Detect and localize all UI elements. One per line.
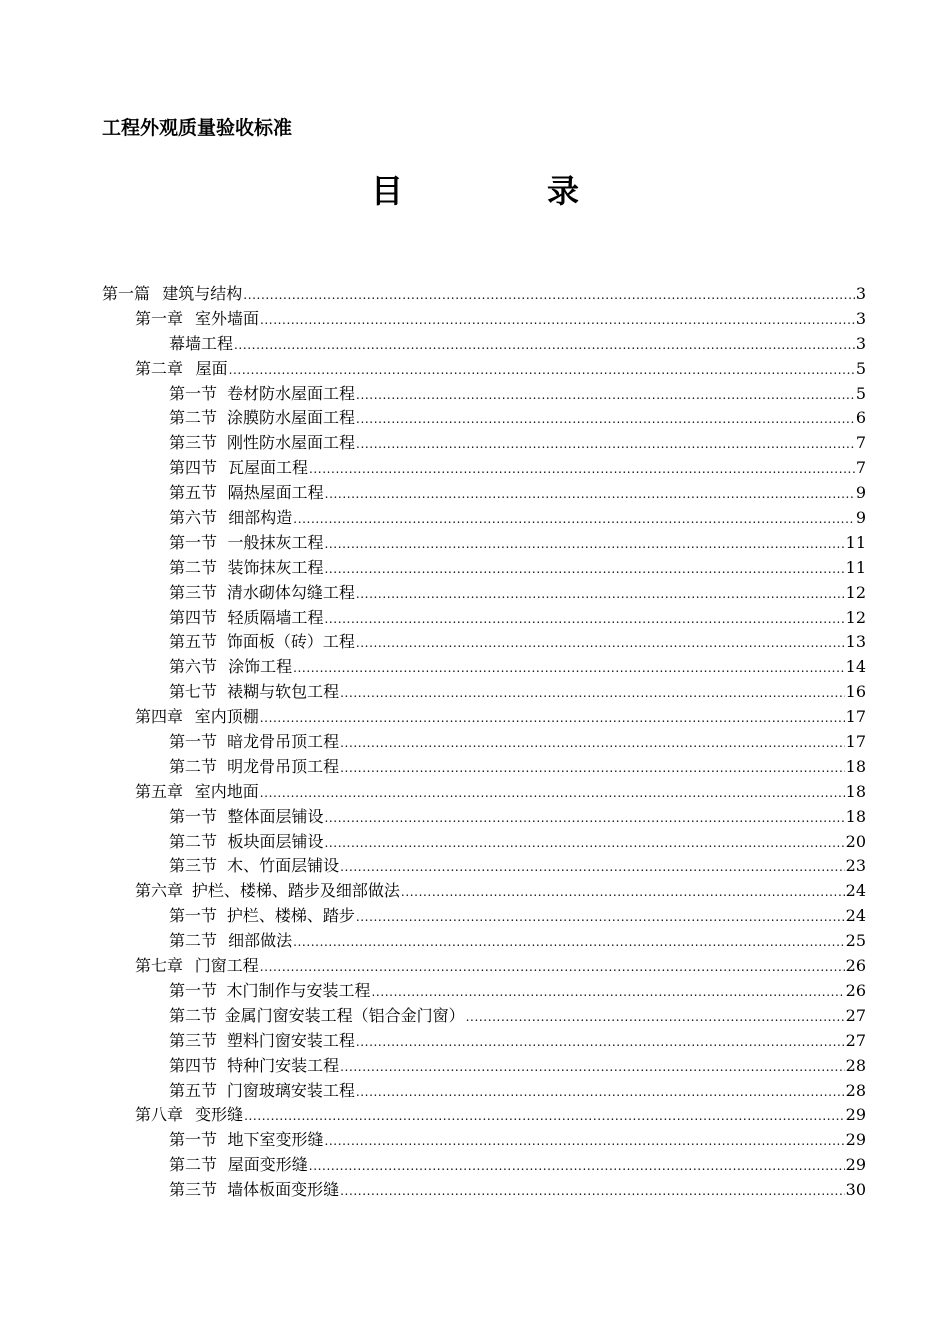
toc-entry-title: 室内顶棚 [194, 707, 259, 727]
toc-entry-page-number: 26 [845, 980, 866, 1000]
toc-dot-leader [356, 432, 855, 457]
toc-entry-number: 第六章 [135, 881, 184, 901]
toc-entry[interactable] [102, 581, 866, 606]
toc-entry-title: 一般抹灰工程 [227, 532, 324, 552]
toc-entry-title: 暗龙骨吊顶工程 [227, 732, 340, 752]
toc-entry[interactable] [102, 531, 866, 556]
toc-entry[interactable] [102, 830, 866, 855]
toc-dot-leader [244, 1104, 845, 1129]
toc-entry-title: 屋面 [195, 358, 228, 378]
toc-entry-page-number: 3 [855, 284, 866, 303]
toc-entry-page-number: 5 [855, 383, 866, 403]
toc-entry-title: 隔热屋面工程 [227, 483, 324, 503]
toc-dot-leader [309, 1154, 845, 1179]
toc-entry[interactable] [102, 879, 866, 904]
toc-dot-leader [260, 781, 845, 806]
toc-entry-number: 第一篇 [102, 284, 151, 303]
toc-entry[interactable] [102, 382, 866, 407]
toc-dot-leader [356, 631, 845, 656]
toc-entry-page-number: 9 [855, 508, 866, 528]
toc-entry-number: 第二节 [169, 408, 218, 428]
toc-entry-page-number: 11 [845, 557, 866, 577]
toc-entry[interactable] [102, 406, 866, 431]
toc-entry-title: 裱糊与软包工程 [227, 682, 340, 702]
toc-entry-title: 屋面变形缝 [227, 1155, 308, 1175]
toc-entry[interactable] [102, 730, 866, 755]
toc-entry-number: 第三节 [169, 856, 218, 876]
document-title: 工程外观质量验收标准 [102, 117, 293, 139]
toc-entry-number: 第一章 [135, 308, 184, 328]
toc-entry-page-number: 29 [845, 1105, 866, 1125]
toc-entry-number: 第一节 [169, 732, 218, 752]
toc-entry-page-number: 3 [855, 333, 866, 353]
toc-entry[interactable] [102, 954, 866, 979]
toc-entry-title: 瓦屋面工程 [227, 458, 308, 478]
toc-entry[interactable] [102, 630, 866, 655]
toc-dot-leader [325, 482, 855, 507]
toc-entry-page-number: 14 [845, 657, 866, 677]
toc-entry[interactable] [102, 357, 866, 382]
toc-entry-page-number: 18 [845, 781, 866, 801]
toc-entry-title: 木、竹面层铺设 [227, 856, 340, 876]
toc-entry-number: 第五节 [169, 1080, 218, 1100]
toc-entry-title: 室外墙面 [194, 308, 259, 328]
toc-dot-leader [324, 831, 844, 856]
toc-entry-page-number: 24 [845, 906, 866, 926]
toc-entry-number: 第二节 [169, 557, 218, 577]
toc-entry-title: 门窗玻璃安装工程 [226, 1080, 355, 1100]
toc-entry[interactable] [102, 929, 866, 954]
toc-entry-page-number: 12 [845, 607, 866, 627]
toc-entry[interactable] [102, 431, 866, 456]
toc-entry-page-number: 26 [845, 956, 866, 976]
toc-dot-leader [324, 607, 844, 632]
toc-entry-title: 卷材防水屋面工程 [227, 383, 356, 403]
toc-entry-number: 第二节 [169, 931, 218, 951]
toc-entry[interactable] [102, 556, 866, 581]
toc-entry-page-number: 20 [845, 831, 866, 851]
toc-entry-page-number: 11 [845, 532, 866, 552]
toc-entry[interactable] [102, 282, 866, 307]
toc-entry-title: 细部构造 [228, 508, 293, 528]
toc-entry-number: 第二节 [169, 756, 218, 776]
toc-entry-page-number: 27 [845, 1005, 866, 1025]
toc-entry-number: 第四节 [169, 1055, 218, 1075]
toc-dot-leader [356, 1030, 845, 1055]
toc-entry-number: 第一节 [169, 532, 218, 552]
toc-entry[interactable] [102, 854, 866, 879]
toc-entry-page-number: 3 [855, 308, 866, 328]
toc-entry-number: 第五章 [135, 781, 184, 801]
toc-dot-leader [340, 756, 845, 781]
toc-dot-leader [356, 383, 855, 408]
toc-entry[interactable] [102, 456, 866, 481]
toc-entry-number: 第一节 [169, 383, 218, 403]
toc-entry-number: 第五节 [169, 632, 218, 652]
toc-entry-title: 整体面层铺设 [227, 806, 324, 826]
toc-dot-leader [401, 880, 845, 905]
toc-entry-page-number: 13 [845, 632, 866, 652]
toc-dot-leader [324, 806, 844, 831]
toc-entry-title: 地下室变形缝 [227, 1130, 324, 1150]
toc-dot-leader [293, 656, 845, 681]
toc-dot-leader [466, 1005, 845, 1030]
toc-entry-page-number: 9 [855, 483, 866, 503]
toc-entry-number: 第一节 [169, 906, 218, 926]
toc-entry-page-number: 12 [845, 582, 866, 602]
toc-entry-number: 第三节 [169, 433, 218, 453]
toc-entry-number: 第六节 [169, 657, 218, 677]
toc-dot-leader [324, 557, 844, 582]
toc-dot-leader [293, 507, 855, 532]
toc-entry-title: 刚性防水屋面工程 [227, 433, 356, 453]
toc-entry-page-number: 17 [845, 707, 866, 727]
toc-heading: 目 录 [370, 172, 635, 210]
toc-entry-page-number: 18 [845, 756, 866, 776]
toc-dot-leader [340, 1055, 845, 1080]
toc-entry-page-number: 7 [855, 458, 866, 478]
toc-dot-leader [234, 333, 855, 358]
toc-entry-page-number: 29 [845, 1155, 866, 1175]
toc-entry[interactable] [102, 1029, 866, 1054]
toc-entry-number: 第四章 [135, 707, 184, 727]
toc-entry[interactable] [102, 680, 866, 705]
toc-entry-page-number: 17 [845, 732, 866, 752]
toc-entry[interactable] [102, 307, 866, 332]
toc-entry-page-number: 30 [845, 1180, 866, 1200]
toc-dot-leader [260, 308, 855, 333]
toc-entry-title: 饰面板（砖）工程 [226, 632, 355, 652]
toc-dot-leader [309, 457, 855, 482]
toc-entry-number: 第一节 [169, 980, 218, 1000]
toc-dot-leader [340, 1179, 845, 1204]
toc-entry[interactable] [102, 904, 866, 929]
toc-entry-page-number: 16 [845, 682, 866, 702]
toc-entry-title: 装饰抹灰工程 [227, 557, 324, 577]
toc-entry-title: 门窗工程 [194, 956, 259, 976]
toc-entry[interactable] [102, 1153, 866, 1178]
toc-entry-title: 涂饰工程 [228, 657, 293, 677]
toc-entry-number: 第七节 [169, 682, 218, 702]
toc-entry[interactable] [102, 481, 866, 506]
toc-entry-number: 第八章 [135, 1105, 184, 1125]
toc-entry-title: 幕墙工程 [169, 333, 234, 353]
toc-entry-number: 第六节 [169, 508, 218, 528]
toc-entry-title: 护栏、楼梯、踏步及细部做法 [191, 881, 400, 901]
toc-entry-page-number: 27 [845, 1030, 866, 1050]
toc-dot-leader [260, 955, 845, 980]
toc-entry-page-number: 29 [845, 1130, 866, 1150]
toc-entry[interactable] [102, 1004, 866, 1029]
toc-dot-leader [356, 582, 845, 607]
toc-entry[interactable] [102, 755, 866, 780]
toc-entry-title: 涂膜防水屋面工程 [227, 408, 356, 428]
toc-dot-leader [340, 681, 845, 706]
toc-dot-leader [293, 930, 845, 955]
toc-entry[interactable] [102, 705, 866, 730]
toc-dot-leader [372, 980, 845, 1005]
toc-entry-number: 第二节 [169, 1155, 218, 1175]
toc-entry[interactable] [102, 1103, 866, 1128]
toc-entry[interactable] [102, 332, 866, 357]
toc-entry-page-number: 25 [845, 931, 866, 951]
toc-dot-leader [324, 1129, 844, 1154]
toc-entry-page-number: 28 [845, 1080, 866, 1100]
toc-entry-number: 第七章 [135, 956, 184, 976]
toc-entry-title: 墙体板面变形缝 [227, 1180, 340, 1200]
toc-entry-title: 木门制作与安装工程 [226, 980, 371, 1000]
toc-entry-title: 护栏、楼梯、踏步 [226, 906, 355, 926]
toc-entry-title: 清水砌体勾缝工程 [226, 582, 355, 602]
toc-dot-leader [356, 407, 855, 432]
toc-entry[interactable] [102, 606, 866, 631]
toc-entry-number: 第四节 [169, 607, 218, 627]
toc-entry-page-number: 7 [855, 433, 866, 453]
toc-entry-title: 建筑与结构 [162, 284, 243, 303]
toc-entry[interactable] [102, 780, 866, 805]
toc-entry-number: 第二章 [135, 358, 184, 378]
toc-entry-number: 第一节 [169, 1130, 218, 1150]
table-of-contents [102, 282, 866, 1203]
toc-dot-leader [356, 1080, 845, 1105]
toc-entry-number: 第一节 [169, 806, 218, 826]
toc-entry-title: 室内地面 [194, 781, 259, 801]
toc-entry-title: 金属门窗安装工程（铝合金门窗） [224, 1005, 465, 1025]
toc-entry[interactable] [102, 805, 866, 830]
toc-dot-leader [356, 905, 845, 930]
toc-entry[interactable] [102, 506, 866, 531]
toc-entry-page-number: 18 [845, 806, 866, 826]
toc-dot-leader [340, 731, 845, 756]
toc-dot-leader [243, 283, 855, 308]
toc-entry[interactable] [102, 655, 866, 680]
toc-entry-page-number: 5 [855, 358, 866, 378]
toc-entry-page-number: 28 [845, 1055, 866, 1075]
toc-dot-leader [340, 855, 845, 880]
toc-entry[interactable] [102, 1054, 866, 1079]
toc-entry-page-number: 23 [845, 856, 866, 876]
toc-entry-number: 第五节 [169, 483, 218, 503]
toc-entry-title: 细部做法 [228, 931, 293, 951]
toc-entry[interactable] [102, 1128, 866, 1153]
toc-entry[interactable] [102, 979, 866, 1004]
toc-entry-number: 第三节 [169, 1180, 218, 1200]
toc-entry-number: 第三节 [169, 1030, 218, 1050]
toc-entry-number: 第四节 [169, 458, 218, 478]
toc-entry-title: 明龙骨吊顶工程 [227, 756, 340, 776]
toc-entry-title: 变形缝 [195, 1105, 244, 1125]
toc-entry-number: 第三节 [169, 582, 218, 602]
toc-dot-leader [229, 358, 855, 383]
toc-dot-leader [260, 706, 845, 731]
toc-entry-number: 第二节 [169, 831, 218, 851]
toc-entry[interactable] [102, 1178, 866, 1203]
toc-dot-leader [324, 532, 844, 557]
toc-entry-number: 第二节 [169, 1005, 218, 1025]
toc-entry-title: 特种门安装工程 [227, 1055, 340, 1075]
toc-entry-page-number: 24 [845, 881, 866, 901]
toc-entry[interactable] [102, 1079, 866, 1104]
toc-entry-title: 轻质隔墙工程 [227, 607, 324, 627]
toc-entry-title: 塑料门窗安装工程 [226, 1030, 355, 1050]
toc-entry-page-number: 6 [855, 408, 866, 428]
toc-entry-title: 板块面层铺设 [227, 831, 324, 851]
